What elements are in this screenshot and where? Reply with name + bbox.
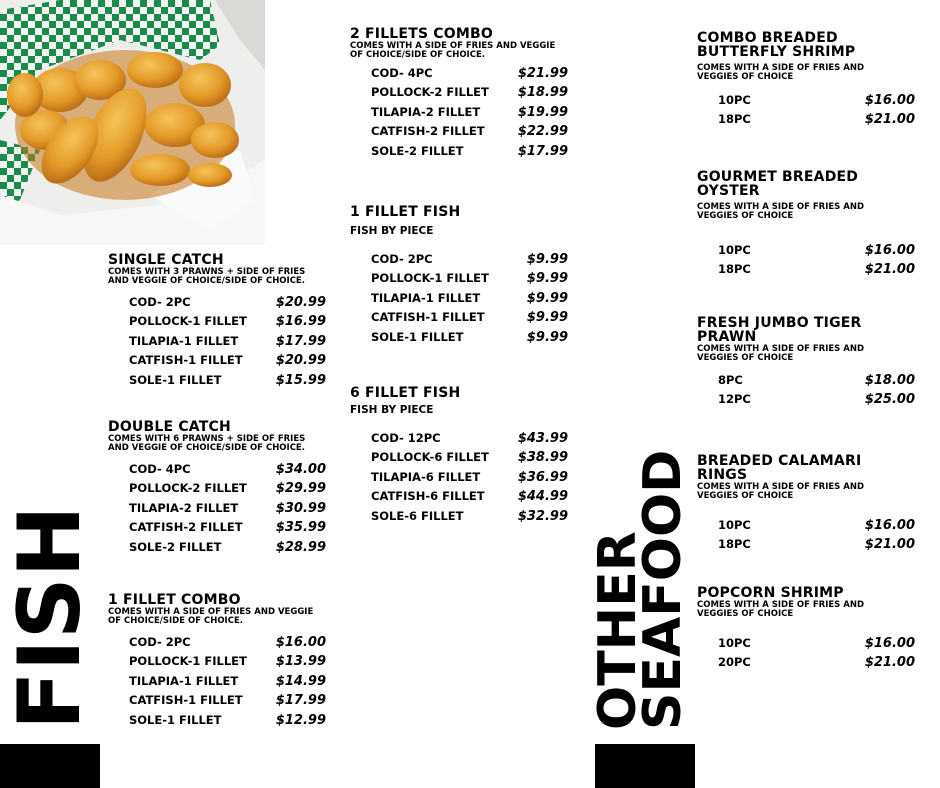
item-price: $14.99 xyxy=(275,673,326,689)
menu-item xyxy=(718,262,915,281)
menu-item xyxy=(129,314,326,333)
section-description: COMES WITH A SIDE OF FRIES AND VEGGIES OF CHOICE xyxy=(697,482,865,501)
item-price: $30.99 xyxy=(275,500,326,516)
item-price: $44.99 xyxy=(517,489,568,505)
section-description: FISH BY PIECE xyxy=(350,404,434,416)
section-title: SINGLE CATCH xyxy=(108,252,224,268)
item-name: 10PC xyxy=(718,518,751,532)
menu-item xyxy=(371,66,568,85)
one-fillet-combo-section xyxy=(108,593,326,732)
fish-basket-photo xyxy=(0,0,265,245)
item-price: $20.99 xyxy=(275,295,326,310)
one-fillet-fish-section xyxy=(350,205,568,349)
section-title: 6 FILLET FISH xyxy=(350,385,461,401)
menu-item xyxy=(129,353,326,372)
item-price: $21.00 xyxy=(864,112,915,128)
item-name: SOLE-1 FILLET xyxy=(371,329,464,344)
menu-item xyxy=(371,252,568,271)
menu-item xyxy=(371,489,568,508)
item-price: $25.00 xyxy=(864,392,915,408)
menu-item xyxy=(129,520,326,539)
item-name: POLLOCK-1 FILLET xyxy=(129,654,247,669)
item-price: $15.99 xyxy=(275,372,326,388)
double-catch-section xyxy=(108,420,326,559)
item-price: $17.99 xyxy=(275,333,326,349)
menu-items xyxy=(129,462,326,559)
seafood-label-bar xyxy=(595,744,695,788)
section-title: COMBO BREADED BUTTERFLY SHRIMP xyxy=(697,30,856,60)
menu-item xyxy=(129,674,326,693)
menu-item xyxy=(371,271,568,290)
item-name: POLLOCK-2 FILLET xyxy=(371,85,489,100)
menu-item xyxy=(718,112,915,131)
menu-items xyxy=(371,431,568,528)
section-title: POPCORN SHRIMP xyxy=(697,585,844,601)
two-fillets-combo-section xyxy=(350,27,568,163)
item-price: $16.00 xyxy=(275,635,326,650)
item-price: $29.99 xyxy=(275,481,326,497)
item-name: TILAPIA-2 FILLET xyxy=(371,104,481,119)
menu-item xyxy=(371,105,568,124)
item-name: TILAPIA-1 FILLET xyxy=(129,673,239,688)
item-price: $43.99 xyxy=(517,431,568,446)
menu-item xyxy=(129,693,326,712)
item-price: $9.99 xyxy=(526,329,568,345)
section-description: COMES WITH A SIDE OF FRIES AND VEGGIES OF CHOICE xyxy=(697,600,865,619)
menu-item xyxy=(718,518,915,537)
menu-item xyxy=(718,93,915,112)
menu-item xyxy=(129,635,326,654)
menu-item xyxy=(371,470,568,489)
menu-item xyxy=(129,373,326,392)
item-name: COD- 12PC xyxy=(371,431,441,445)
menu-item xyxy=(718,636,915,655)
menu-item xyxy=(718,243,915,262)
oyster-section xyxy=(697,170,915,282)
section-title: 1 FILLET COMBO xyxy=(108,592,241,608)
other-seafood-section-label xyxy=(588,449,693,730)
item-price: $19.99 xyxy=(517,104,568,120)
menu-item xyxy=(371,124,568,143)
section-description: COMES WITH 3 PRAWNS + SIDE OF FRIES AND VEGGIE OF CHOICE/SIDE OF CHOICE. xyxy=(108,267,306,286)
butterfly-shrimp-section xyxy=(697,31,915,132)
item-price: $9.99 xyxy=(526,252,568,267)
item-name: SOLE-2 FILLET xyxy=(129,539,222,554)
section-description: FISH BY PIECE xyxy=(350,225,434,237)
menu-item xyxy=(371,431,568,450)
item-name: COD- 4PC xyxy=(371,66,433,80)
item-price: $9.99 xyxy=(526,310,568,326)
section-description: COMES WITH A SIDE OF FRIES AND VEGGIES OF CHOICE xyxy=(697,202,865,221)
menu-item xyxy=(129,334,326,353)
item-price: $34.00 xyxy=(275,462,326,477)
item-name: COD- 2PC xyxy=(371,252,433,266)
menu-items xyxy=(371,252,568,349)
item-name: COD- 2PC xyxy=(129,295,191,309)
item-name: TILAPIA-6 FILLET xyxy=(371,469,481,484)
item-price: $28.99 xyxy=(275,539,326,555)
section-title: BREADED CALAMARI RINGS xyxy=(697,453,862,483)
item-name: 18PC xyxy=(718,112,751,127)
section-description: COMES WITH A SIDE OF FRIES AND VEGGIES OF CHOICE xyxy=(697,344,865,363)
item-price: $16.00 xyxy=(864,243,915,258)
menu-item xyxy=(129,462,326,481)
item-name: TILAPIA-1 FILLET xyxy=(129,333,239,348)
six-fillet-fish-section xyxy=(350,386,568,528)
item-price: $21.00 xyxy=(864,262,915,278)
item-price: $9.99 xyxy=(526,290,568,306)
item-name: CATFISH-2 FILLET xyxy=(371,124,485,139)
item-name: CATFISH-2 FILLET xyxy=(129,520,243,535)
menu-item xyxy=(371,144,568,163)
item-price: $16.00 xyxy=(864,518,915,533)
item-name: SOLE-2 FILLET xyxy=(371,143,464,158)
item-name: CATFISH-1 FILLET xyxy=(371,310,485,325)
item-price: $36.99 xyxy=(517,469,568,485)
item-price: $18.99 xyxy=(517,85,568,101)
item-name: 10PC xyxy=(718,636,751,650)
item-name: POLLOCK-6 FILLET xyxy=(371,450,489,465)
menu-items xyxy=(718,373,915,412)
fish-section-label: FISH xyxy=(0,505,100,730)
section-description: COMES WITH A SIDE OF FRIES AND VEGGIES OF CHOICE xyxy=(697,63,865,82)
item-price: $21.99 xyxy=(517,66,568,81)
popcorn-shrimp-section xyxy=(697,586,915,675)
menu-items xyxy=(129,635,326,732)
item-price: $32.99 xyxy=(517,508,568,524)
calamari-section xyxy=(697,454,915,557)
section-description: COMES WITH A SIDE OF FRIES AND VEGGIE OF CHOICE/SIDE OF CHOICE. xyxy=(350,41,556,60)
item-name: COD- 4PC xyxy=(129,462,191,476)
item-name: 20PC xyxy=(718,655,751,670)
menu-items xyxy=(371,66,568,163)
menu-item xyxy=(371,330,568,349)
item-price: $20.99 xyxy=(275,353,326,369)
item-price: $16.00 xyxy=(864,636,915,651)
tiger-prawn-section xyxy=(697,316,915,412)
item-price: $17.99 xyxy=(275,693,326,709)
item-name: POLLOCK-1 FILLET xyxy=(371,271,489,286)
menu-items xyxy=(718,518,915,557)
section-title: FRESH JUMBO TIGER PRAWN xyxy=(697,315,862,345)
menu-items xyxy=(129,295,326,392)
item-price: $38.99 xyxy=(517,450,568,466)
item-price: $12.99 xyxy=(275,712,326,728)
fried-fish-illustration xyxy=(0,0,265,245)
item-name: POLLOCK-2 FILLET xyxy=(129,481,247,496)
item-price: $16.99 xyxy=(275,314,326,330)
item-price: $13.99 xyxy=(275,654,326,670)
menu-item xyxy=(371,310,568,329)
item-price: $35.99 xyxy=(275,520,326,536)
item-name: CATFISH-1 FILLET xyxy=(129,693,243,708)
menu-item xyxy=(129,481,326,500)
item-price: $16.00 xyxy=(864,93,915,108)
item-name: TILAPIA-1 FILLET xyxy=(371,290,481,305)
item-name: 10PC xyxy=(718,243,751,257)
other-label-line: OTHER xyxy=(588,531,648,730)
menu-item xyxy=(129,713,326,732)
menu-items xyxy=(718,243,915,282)
item-name: CATFISH-1 FILLET xyxy=(129,353,243,368)
menu-item xyxy=(371,509,568,528)
menu-item xyxy=(129,501,326,520)
section-title: GOURMET BREADED OYSTER xyxy=(697,169,859,199)
item-price: $9.99 xyxy=(526,271,568,287)
section-title: DOUBLE CATCH xyxy=(108,419,231,435)
fish-label-bar xyxy=(0,744,100,788)
item-name: SOLE-1 FILLET xyxy=(129,372,222,387)
section-description: COMES WITH A SIDE OF FRIES AND VEGGIE OF CHOICE/SIDE OF CHOICE. xyxy=(108,607,314,626)
item-name: CATFISH-6 FILLET xyxy=(371,489,485,504)
item-name: 18PC xyxy=(718,262,751,277)
item-name: 12PC xyxy=(718,392,751,407)
menu-item xyxy=(129,295,326,314)
menu-item xyxy=(718,373,915,392)
menu-item xyxy=(129,540,326,559)
menu-item xyxy=(718,655,915,674)
section-title: 1 FILLET FISH xyxy=(350,204,461,220)
item-price: $21.00 xyxy=(864,655,915,671)
menu-item xyxy=(371,85,568,104)
item-name: TILAPIA-2 FILLET xyxy=(129,500,239,515)
item-name: 10PC xyxy=(718,93,751,107)
item-name: 18PC xyxy=(718,537,751,552)
item-name: POLLOCK-1 FILLET xyxy=(129,314,247,329)
menu-item xyxy=(371,450,568,469)
item-price: $22.99 xyxy=(517,124,568,140)
item-name: SOLE-1 FILLET xyxy=(129,712,222,727)
item-name: SOLE-6 FILLET xyxy=(371,508,464,523)
section-description: COMES WITH 6 PRAWNS + SIDE OF FRIES AND VEGGIE OF CHOICE/SIDE OF CHOICE. xyxy=(108,434,306,453)
item-price: $21.00 xyxy=(864,537,915,553)
item-name: COD- 2PC xyxy=(129,635,191,649)
seafood-label-line: SEAFOOD xyxy=(632,449,693,730)
menu-items xyxy=(718,636,915,675)
single-catch-section xyxy=(108,253,326,392)
menu-item xyxy=(718,392,915,411)
menu-item xyxy=(129,654,326,673)
item-name: 8PC xyxy=(718,373,743,387)
section-title: 2 FILLETS COMBO xyxy=(350,26,493,42)
menu-items xyxy=(718,93,915,132)
menu-item xyxy=(371,291,568,310)
item-price: $17.99 xyxy=(517,143,568,159)
menu-item xyxy=(718,537,915,556)
item-price: $18.00 xyxy=(864,373,915,388)
